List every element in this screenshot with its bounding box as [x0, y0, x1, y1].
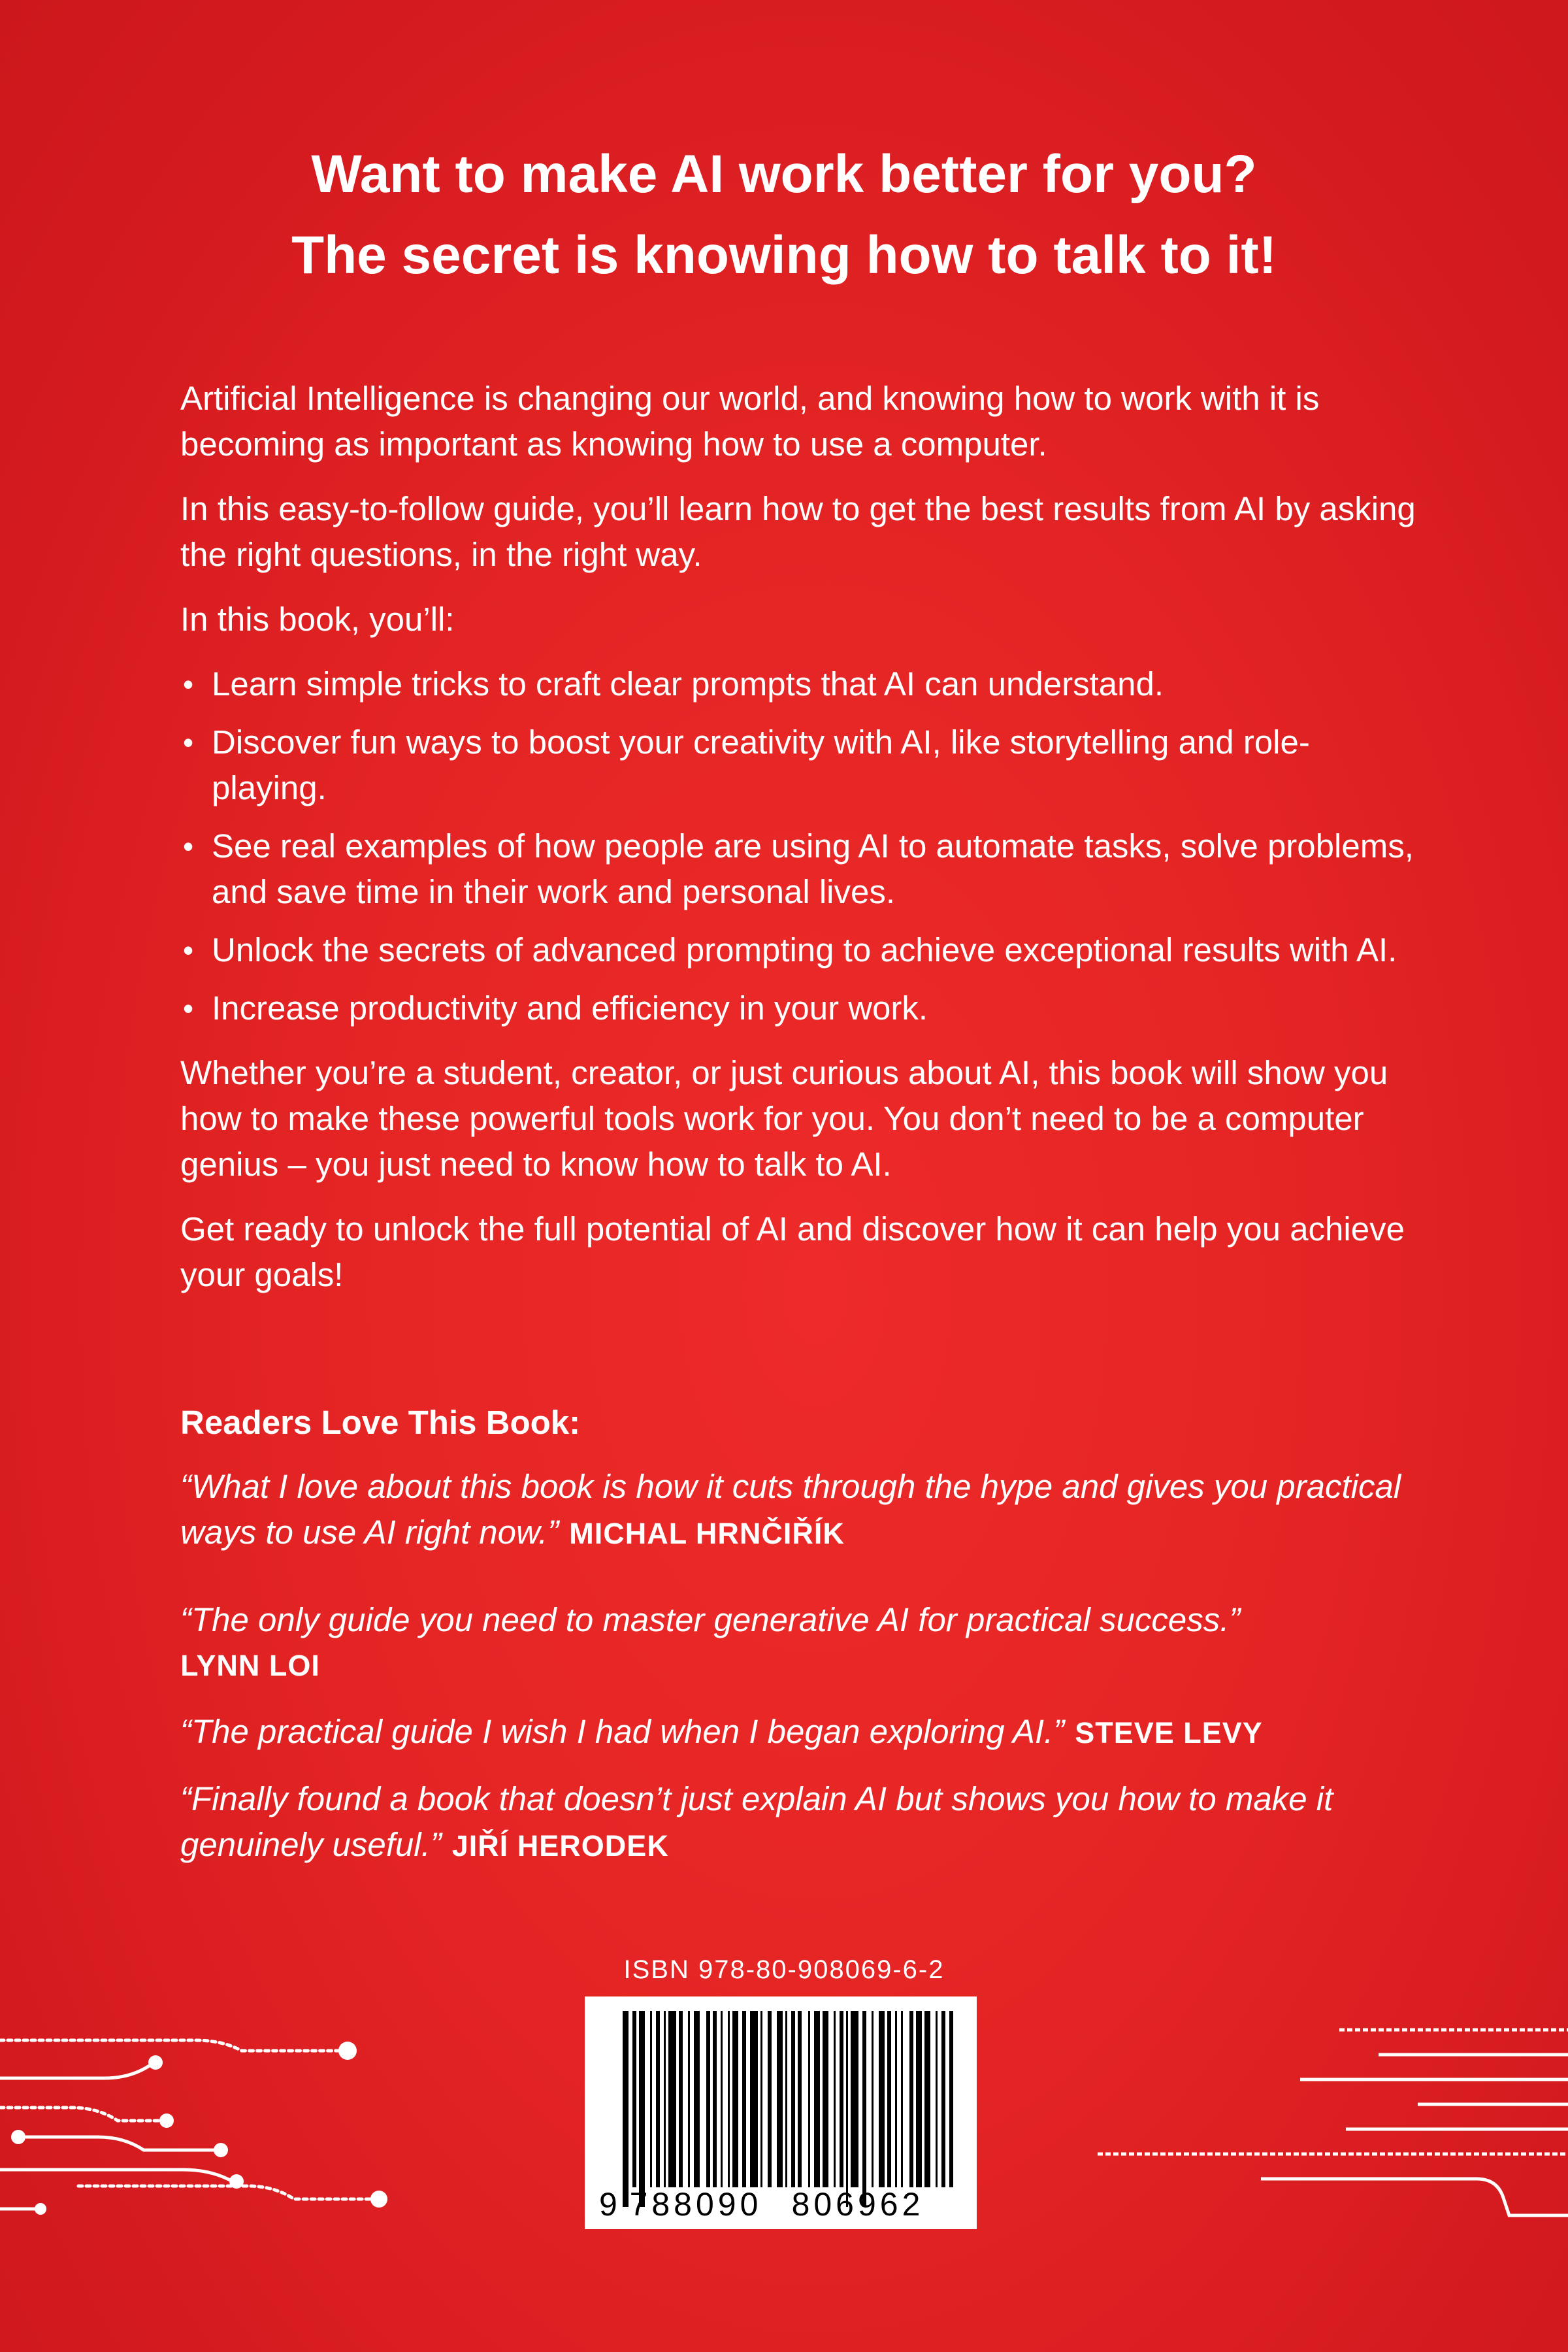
- barcode-bar: [840, 2011, 843, 2187]
- feature-item: [180, 720, 1422, 811]
- feature-text: Discover fun ways to boost your creativity with AI, like storytelling and role-playing.: [212, 723, 1310, 806]
- review-quote: “Finally found a book that doesn’t just explain AI but shows you how to make it genuinely useful.”: [180, 1780, 1333, 1863]
- review-author: MICHAL HRNČIŘÍK: [569, 1517, 845, 1550]
- review-author: STEVE LEVY: [1075, 1716, 1263, 1749]
- review-author: JIŘÍ HERODEK: [451, 1829, 669, 1863]
- feature-text: See real examples of how people are using AI to automate tasks, solve problems, and save time in their work and personal lives.: [212, 827, 1414, 910]
- headline-line-1: Want to make AI work better for you?: [311, 144, 1257, 204]
- barcode-graphic: [585, 1996, 977, 2229]
- barcode-bar: [901, 2011, 903, 2187]
- barcode-bar: [936, 2011, 938, 2187]
- feature-text: Unlock the secrets of advanced prompting to achieve exceptional results with AI.: [212, 931, 1397, 969]
- barcode-bar: [872, 2011, 874, 2187]
- barcode-bar: [623, 2011, 629, 2207]
- isbn-label: ISBN 978-80-908069-6-2: [623, 1955, 945, 1984]
- barcode-bar: [834, 2011, 836, 2187]
- outro-paragraph: Get ready to unlock the full potential of AI and discover how it can help you achieve your goals!: [180, 1210, 1405, 1293]
- barcode-bar: [916, 2011, 922, 2187]
- barcode-bar: [768, 2011, 772, 2187]
- review: [180, 1597, 1422, 1689]
- bullet-icon: •: [183, 725, 194, 759]
- bullet-icon: •: [183, 667, 194, 701]
- barcode-bar: [694, 2011, 700, 2187]
- barcode-bar: [814, 2011, 820, 2187]
- barcode-bar: [887, 2011, 891, 2187]
- intro-paragraph: Artificial Intelligence is changing our world, and knowing how to work with it is becoming as important as knowing how to use a computer.: [180, 380, 1320, 463]
- feature-item: [180, 986, 1422, 1031]
- barcode-bar: [777, 2011, 783, 2187]
- barcode-bar: [941, 2011, 945, 2187]
- review-author: LYNN LOI: [180, 1649, 320, 1682]
- review-quote: “The practical guide I wish I had when I began exploring AI.”: [180, 1713, 1065, 1750]
- review: [180, 1776, 1422, 1869]
- circuit-decoration-right: [1098, 2013, 1568, 2228]
- review-quote: “What I love about this book is how it cuts through the hype and gives you practical ways to use AI right now.”: [180, 1468, 1401, 1551]
- barcode-bar: [742, 2011, 746, 2187]
- barcode-bar: [895, 2011, 897, 2187]
- bullet-icon: •: [183, 991, 194, 1025]
- barcode-bar: [846, 2011, 848, 2207]
- headline: [0, 134, 1568, 296]
- barcode-bar: [721, 2011, 723, 2187]
- outro-paragraph: Whether you’re a student, creator, or just curious about AI, this book will show you how to make these powerful tools work for you. You don’t need to be a computer genius – you just need to know how to talk to AI.: [180, 1054, 1388, 1183]
- barcode-bar: [750, 2011, 758, 2187]
- headline-line-2: The secret is knowing how to talk to it!: [291, 225, 1277, 285]
- barcode-bar: [656, 2011, 660, 2187]
- barcode-bar: [679, 2011, 683, 2187]
- review: [180, 1464, 1422, 1557]
- feature-text: Increase productivity and efficiency in your work.: [212, 989, 928, 1027]
- barcode-bar: [732, 2011, 738, 2187]
- barcode-bar: [808, 2011, 810, 2187]
- barcode-bar: [706, 2011, 710, 2187]
- feature-item: [180, 823, 1422, 915]
- barcode-bar: [949, 2011, 953, 2187]
- barcode-bar: [862, 2011, 866, 2207]
- barcode-bar: [713, 2011, 717, 2187]
- barcode-bar: [851, 2011, 858, 2187]
- barcode-bar: [760, 2011, 762, 2187]
- feature-list: [180, 661, 1422, 1031]
- feature-item: [180, 661, 1422, 707]
- barcode-digits-right: 806962: [791, 2186, 924, 2223]
- bullet-icon: •: [183, 933, 194, 967]
- barcode-bar: [688, 2011, 690, 2187]
- barcode-bar: [798, 2011, 802, 2187]
- barcode-bar: [728, 2011, 730, 2187]
- barcode-bar: [924, 2011, 930, 2187]
- bullet-icon: •: [183, 829, 194, 863]
- reviews-section: [180, 1400, 1422, 1889]
- intro-paragraph: In this easy-to-follow guide, you’ll learn how to get the best results from AI by asking the right questions, in the right way.: [180, 490, 1416, 573]
- barcode-digits-left: 788090: [629, 2186, 762, 2223]
- barcode-digit-first: 9: [599, 2186, 617, 2223]
- feature-item: [180, 927, 1422, 973]
- review-quote: “The only guide you need to master generative AI for practical success.”: [180, 1601, 1241, 1638]
- review: [180, 1709, 1422, 1756]
- reviews-heading: Readers Love This Book:: [180, 1404, 581, 1441]
- blurb: [180, 376, 1422, 1317]
- barcode-bar: [909, 2011, 913, 2187]
- bullets-lead: In this book, you’ll:: [180, 601, 455, 638]
- barcode-bar: [785, 2011, 787, 2187]
- barcode-bar: [639, 2011, 645, 2207]
- feature-text: Learn simple tricks to craft clear prompts that AI can understand.: [212, 665, 1164, 703]
- barcode-bar: [664, 2011, 666, 2187]
- barcode-bar: [650, 2011, 652, 2187]
- barcode: [585, 1996, 977, 2229]
- barcode-bar: [879, 2011, 885, 2187]
- barcode-bar: [668, 2011, 676, 2187]
- circuit-decoration-left: [0, 2013, 405, 2228]
- barcode-bar: [632, 2011, 636, 2187]
- barcode-bar: [791, 2011, 795, 2187]
- barcode-bar: [823, 2011, 828, 2187]
